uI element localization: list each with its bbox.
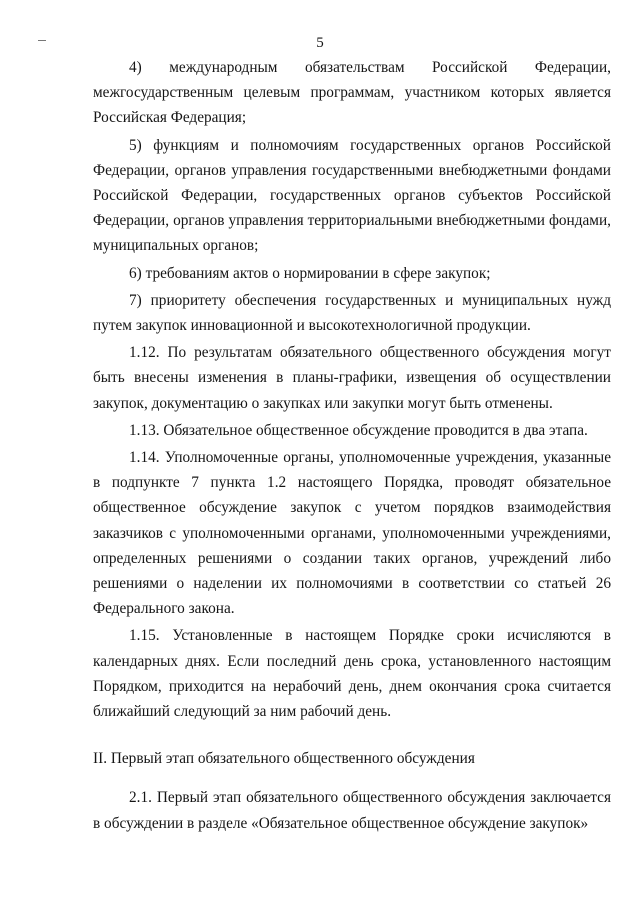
paragraph-1-14: 1.14. Уполномоченные органы, уполномоченные учреждения, указанные в подпункте 7 пункта 1.2 настоящего Порядка, проводят обязательное общественное обсуждение закупок с учетом порядков взаимодействия заказчиков с уполномоченными органами, уполномоченными учреждениями, определенных решениями о создании таких органов, учреждений либо решениями о наделении их полномочиями в соответствии со статьей 26 Федерального закона. — [93, 449, 611, 618]
paragraph-item-6: 6) требованиям актов о нормировании в сфере закупок; — [129, 264, 491, 282]
paragraph-item-5: 5) функциям и полномочиям государственных органов Российской Федерации, органов управления государственными внебюджетными фондами Российской Федерации, государственных органов субъектов Российской Федерации, органов управления территориальными внебюджетными фондами, муниципальных органов; — [93, 136, 611, 255]
page-number: 5 — [316, 35, 324, 51]
paragraph-item-7: 7) приоритету обеспечения государственных и муниципальных нужд путем закупок инновационной и высокотехнологичной продукции. — [93, 291, 611, 335]
document-body — [93, 55, 611, 836]
paragraph-2-1: 2.1. Первый этап обязательного общественного обсуждения заключается в обсуждении в разделе «Обязательное общественное обсуждение закупок» — [93, 789, 611, 832]
paragraph-item-4: 4) международным обязательствам Российской Федерации, межгосударственным целевым программам, участником которых является Российская Федерация; — [93, 59, 611, 127]
section-heading: II. Первый этап обязательного общественного обсуждения — [93, 750, 475, 768]
paragraph-1-13: 1.13. Обязательное общественное обсуждение проводится в два этапа. — [129, 421, 588, 439]
paragraph-1-12: 1.12. По результатам обязательного общественного обсуждения могут быть внесены изменения в планы-графики, извещения об осуществлении закупок, документацию о закупках или закупки могут быть отменены. — [93, 344, 611, 412]
paragraph-1-15: 1.15. Установленные в настоящем Порядке сроки исчисляются в календарных днях. Если последний день срока, установленного настоящим Порядком, приходится на нерабочий день, днем окончания срока считается ближайший следующий за ним рабочий день. — [93, 627, 611, 721]
